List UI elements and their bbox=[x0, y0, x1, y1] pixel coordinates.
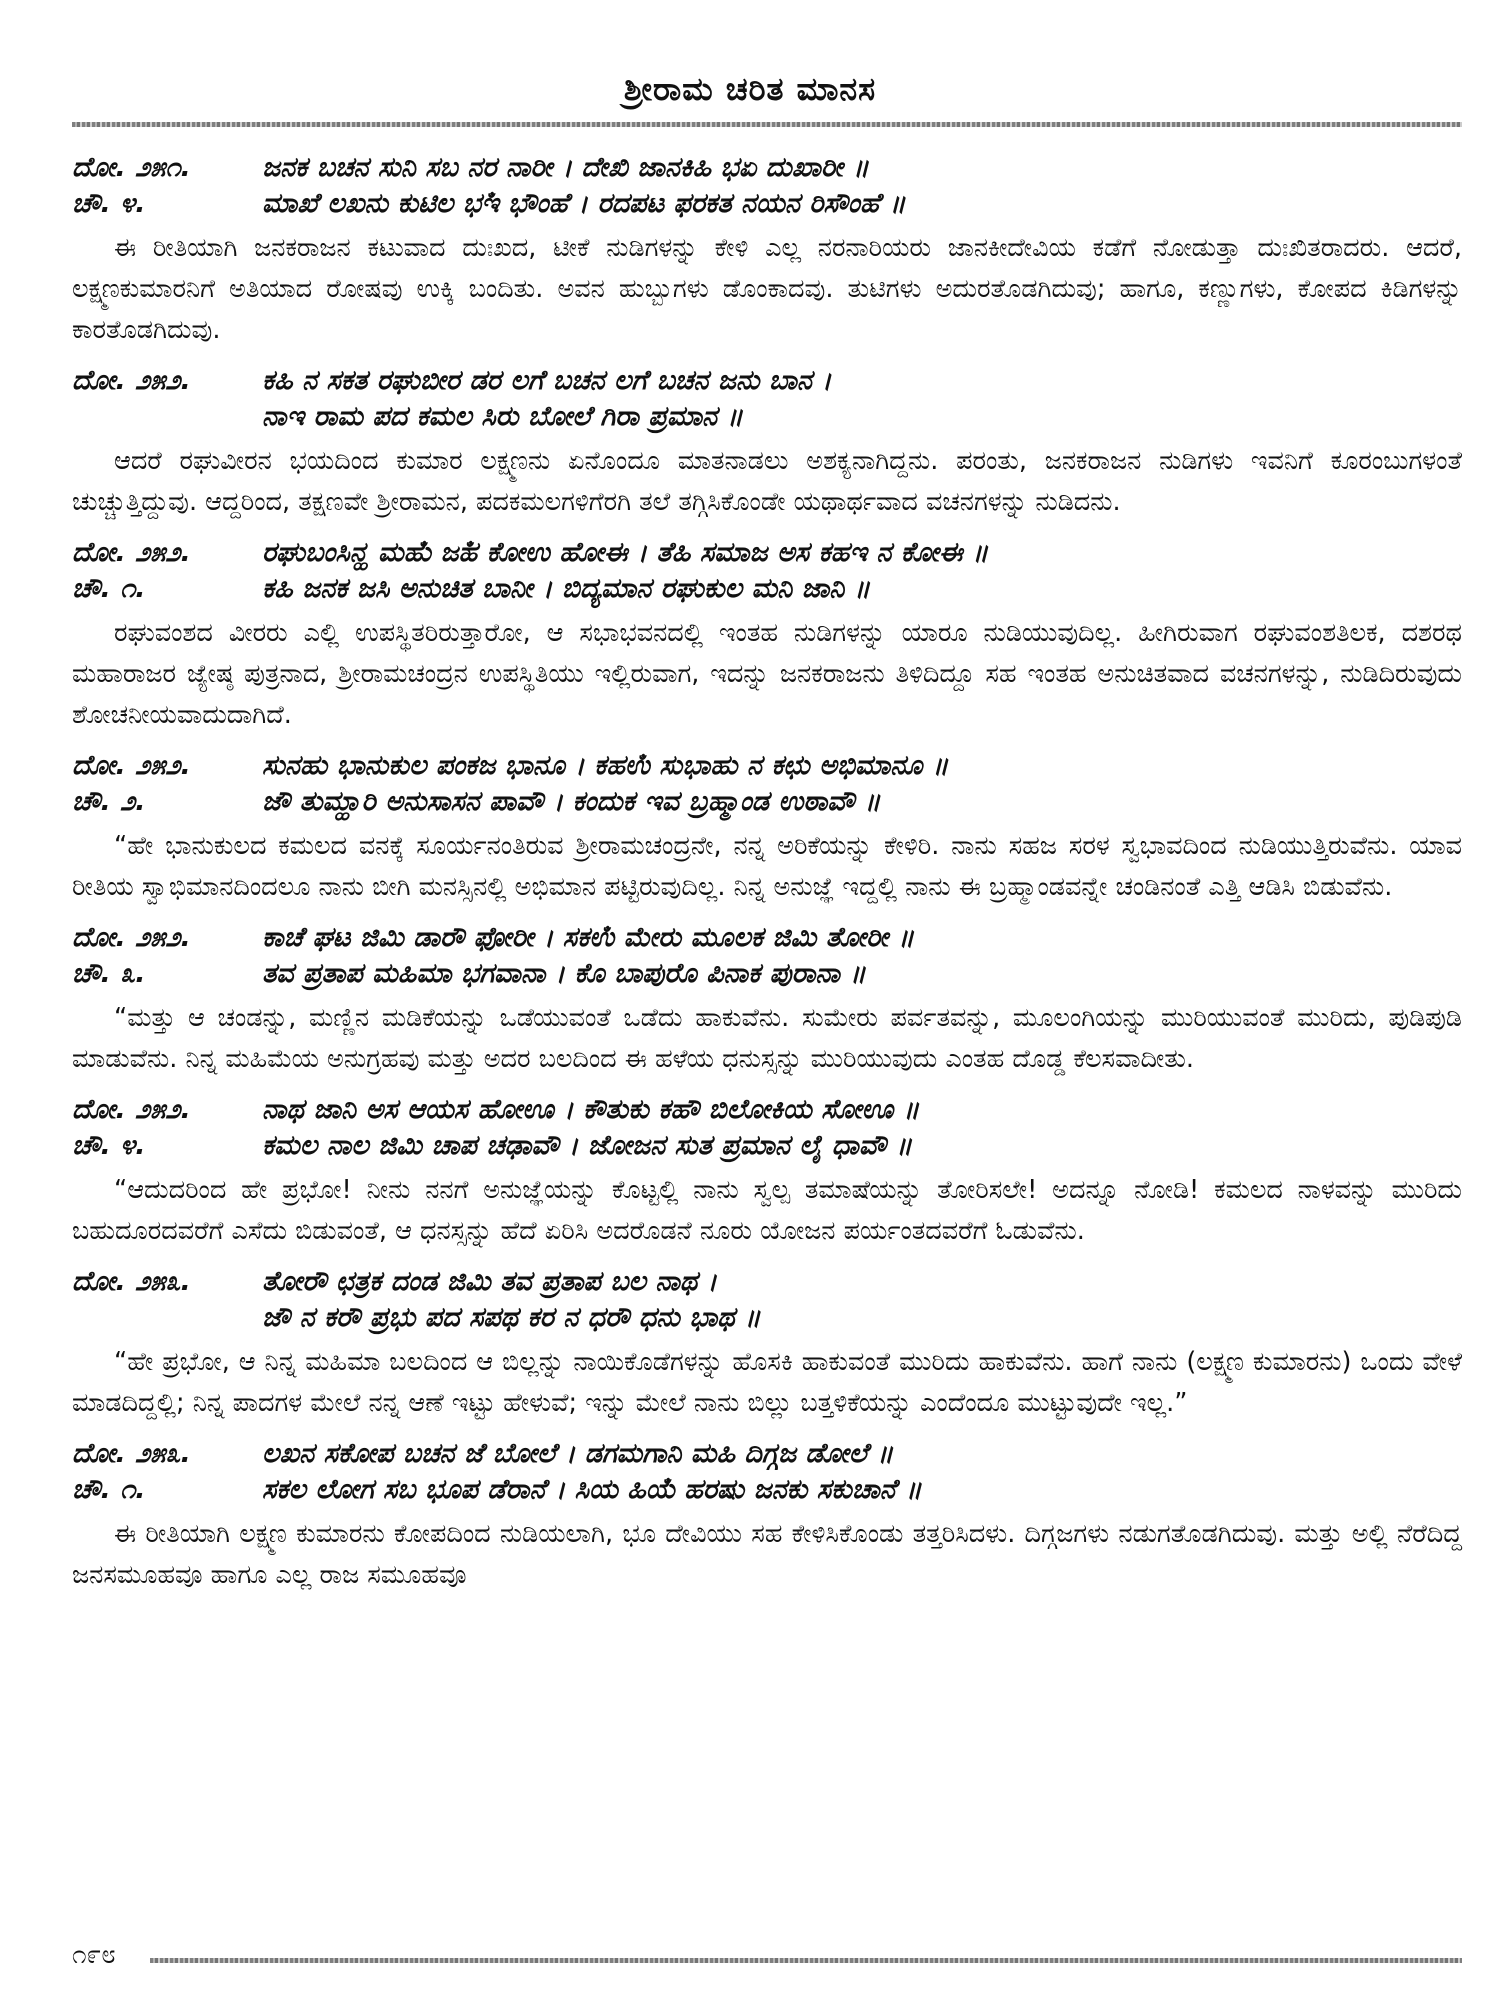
verse-text: ನಾಥ ಜಾನಿ ಅಸ ಆಯಸ ಹೋಊ । ಕೌತುಕು ಕಹೌ ಬಿಲೋಕಿಯ ಸೋಊ ॥ bbox=[262, 1094, 920, 1125]
verse-block bbox=[72, 1436, 1462, 1596]
verse-number: ಚೌ. ೧. bbox=[72, 573, 146, 604]
commentary-paragraph: ಆದರೆ ರಘುವೀರನ ಭಯದಿಂದ ಕುಮಾರ ಲಕ್ಷ್ಮಣನು ಏನೊಂದೂ ಮಾತನಾಡಲು ಅಶಕ್ಯನಾಗಿದ್ದನು. ಪರಂತು, ಜನಕರಾಜನ ನುಡಿಗಳು ಇವನಿಗೆ ಕೂರಂಬುಗಳಂತೆ ಚುಚ್ಚುತ್ತಿದ್ದುವು. ಆದ್ದರಿಂದ, ತಕ್ಷಣವೇ ಶ್ರೀರಾಮನ, ಪದಕಮಲಗಳಿಗೆರಗಿ ತಲೆ ತಗ್ಗಿಸಿಕೊಂಡೇ ಯಥಾರ್ಥವಾದ ವಚನಗಳನ್ನು ನುಡಿದನು. bbox=[72, 446, 1462, 517]
verse-block bbox=[72, 1264, 1462, 1424]
verse-line bbox=[72, 1264, 1462, 1300]
verse-group bbox=[72, 150, 1462, 222]
page-number: ೧೯೮ bbox=[72, 1940, 116, 1970]
verse-line bbox=[72, 748, 1462, 784]
verse-number: ಚೌ. ೪. bbox=[72, 188, 146, 219]
verse-line bbox=[72, 1128, 1462, 1164]
page-title: ಶ್ರೀರಾಮ ಚರಿತ ಮಾನಸ bbox=[623, 70, 877, 108]
verse-text: ಕಾಚೆ ಘಟ ಜಿಮಿ ಡಾರೌ ಫೋರೀ । ಸಕಉಁ ಮೇರು ಮೂಲಕ ಜಿಮಿ ತೋರೀ ॥ bbox=[262, 922, 915, 953]
verse-number: ದೋ. ೨೫೨. bbox=[72, 1094, 191, 1125]
verse-text: ಲಖನ ಸಕೋಪ ಬಚನ ಜೆ ಬೋಲೆ । ಡಗಮಗಾನಿ ಮಹಿ ದಿಗ್ಗಜ ಡೋಲೆ ॥ bbox=[262, 1438, 894, 1469]
page-body bbox=[72, 150, 1462, 1608]
verse-text: ತವ ಪ್ರತಾಪ ಮಹಿಮಾ ಭಗವಾನಾ । ಕೊ ಬಾಪುರೊ ಪಿನಾಕ ಪುರಾನಾ ॥ bbox=[262, 958, 866, 989]
verse-number: ದೋ. ೨೫೨. bbox=[72, 365, 191, 396]
verse-text: ಕಮಲ ನಾಲ ಜಿಮಿ ಚಾಪ ಚಢಾವೌ । ಜೋಜನ ಸುತ ಪ್ರಮಾನ ಲೈ ಧಾವೌ ॥ bbox=[262, 1130, 913, 1161]
verse-text: ಜೌ ನ ಕರೌ ಪ್ರಭು ಪದ ಸಪಥ ಕರ ನ ಧರೌ ಧನು ಭಾಥ ॥ bbox=[262, 1302, 761, 1333]
verse-line bbox=[72, 1092, 1462, 1128]
verse-group bbox=[72, 1264, 1462, 1336]
verse-text: ಸಕಲ ಲೋಗ ಸಬ ಭೂಪ ಡೆರಾನೆ । ಸಿಯ ಹಿಯಁ ಹರಷು ಜನಕು ಸಕುಚಾನೆ ॥ bbox=[262, 1474, 922, 1505]
verse-text: ಸುನಹು ಭಾನುಕುಲ ಪಂಕಜ ಭಾನೂ । ಕಹಉಁ ಸುಭಾಹು ನ ಕಛು ಅಭಿಮಾನೂ ॥ bbox=[262, 750, 949, 781]
verse-line bbox=[72, 956, 1462, 992]
verse-number bbox=[72, 399, 262, 435]
verse-line bbox=[72, 363, 1462, 399]
verse-text: ಕಹಿ ಜನಕ ಜಸಿ ಅನುಚಿತ ಬಾನೀ । ಬಿದ್ಯಮಾನ ರಘುಕುಲ ಮನಿ ಜಾನಿ ॥ bbox=[262, 573, 871, 604]
verse-group bbox=[72, 363, 1462, 435]
verse-block bbox=[72, 535, 1462, 736]
commentary-paragraph: ಈ ರೀತಿಯಾಗಿ ಲಕ್ಷ್ಮಣ ಕುಮಾರನು ಕೋಪದಿಂದ ನುಡಿಯಲಾಗಿ, ಭೂ ದೇವಿಯು ಸಹ ಕೇಳಿಸಿಕೊಂಡು ತತ್ತರಿಸಿದಳು. ದಿಗ್ಗಜಗಳು ನಡುಗತೊಡಗಿದುವು. ಮತ್ತು ಅಲ್ಲಿ ನೆರೆದಿದ್ದ ಜನಸಮೂಹವೂ ಹಾಗೂ ಎಲ್ಲ ರಾಜ ಸಮೂಹವೂ bbox=[72, 1519, 1462, 1590]
verse-number bbox=[72, 1300, 262, 1336]
verse-number: ದೋ. ೨೫೨. bbox=[72, 750, 191, 781]
commentary-paragraph: “ಆದುದರಿಂದ ಹೇ ಪ್ರಭೋ! ನೀನು ನನಗೆ ಅನುಜ್ಞೆಯನ್ನು ಕೊಟ್ಟಲ್ಲಿ ನಾನು ಸ್ವಲ್ಪ ತಮಾಷೆಯನ್ನು ತೋರಿಸಲೇ! ಅದನ್ನೂ ನೋಡಿ! ಕಮಲದ ನಾಳವನ್ನು ಮುರಿದು ಬಹುದೂರದವರೆಗೆ ಎಸೆದು ಬಿಡುವಂತೆ, ಆ ಧನಸ್ಸನ್ನು ಹೆದೆ ಏರಿಸಿ ಅದರೊಡನೆ ನೂರು ಯೋಜನ ಪರ್ಯಂತದವರೆಗೆ ಓಡುವೆನು. bbox=[72, 1175, 1462, 1246]
verse-text: ಜನಕ ಬಚನ ಸುನಿ ಸಬ ನರ ನಾರೀ । ದೇಖಿ ಜಾನಕಿಹಿ ಭಏ ದುಖಾರೀ ॥ bbox=[262, 152, 869, 183]
commentary-paragraph: ರಘುವಂಶದ ವೀರರು ಎಲ್ಲಿ ಉಪಸ್ಥಿತರಿರುತ್ತಾರೋ, ಆ ಸಭಾಭವನದಲ್ಲಿ ಇಂತಹ ನುಡಿಗಳನ್ನು ಯಾರೂ ನುಡಿಯುವುದಿಲ್ಲ. ಹೀಗಿರುವಾಗ ರಘುವಂಶತಿಲಕ, ದಶರಥ ಮಹಾರಾಜರ ಜ್ಯೇಷ್ಠ ಪುತ್ರನಾದ, ಶ್ರೀರಾಮಚಂದ್ರನ ಉಪಸ್ಥಿತಿಯು ಇಲ್ಲಿರುವಾಗ, ಇದನ್ನು ಜನಕರಾಜನು ತಿಳಿದಿದ್ದೂ ಸಹ ಇಂತಹ ಅನುಚಿತವಾದ ವಚನಗಳನ್ನು, ನುಡಿದಿರುವುದು ಶೋಚನೀಯವಾದುದಾಗಿದೆ. bbox=[72, 618, 1462, 730]
verse-number: ದೋ. ೨೫೩. bbox=[72, 1438, 191, 1469]
verse-number: ಚೌ. ೪. bbox=[72, 1130, 146, 1161]
verse-number: ದೋ. ೨೫೨. bbox=[72, 922, 191, 953]
verse-text: ಕಹಿ ನ ಸಕತ ರಘುಬೀರ ಡರ ಲಗೆ ಬಚನ ಲಗೆ ಬಚನ ಜನು ಬಾನ । bbox=[262, 365, 832, 396]
verse-line bbox=[72, 1436, 1462, 1472]
verse-line bbox=[72, 784, 1462, 820]
verse-line bbox=[72, 150, 1462, 186]
verse-number: ದೋ. ೨೫೩. bbox=[72, 1266, 191, 1297]
commentary-paragraph: “ಹೇ ಭಾನುಕುಲದ ಕಮಲದ ವನಕ್ಕೆ ಸೂರ್ಯನಂತಿರುವ ಶ್ರೀರಾಮಚಂದ್ರನೇ, ನನ್ನ ಅರಿಕೆಯನ್ನು ಕೇಳಿರಿ. ನಾನು ಸಹಜ ಸರಳ ಸ್ವಭಾವದಿಂದ ನುಡಿಯುತ್ತಿರುವೆನು. ಯಾವ ರೀತಿಯ ಸ್ವಾಭಿಮಾನದಿಂದಲೂ ನಾನು ಬೀಗಿ ಮನಸ್ಸಿನಲ್ಲಿ ಅಭಿಮಾನ ಪಟ್ಟಿರುವುದಿಲ್ಲ. ನಿನ್ನ ಅನುಜ್ಞೆ ಇದ್ದಲ್ಲಿ ನಾನು ಈ ಬ್ರಹ್ಮಾಂಡವನ್ನೇ ಚಂಡಿನಂತೆ ಎತ್ತಿ ಆಡಿಸಿ ಬಿಡುವೆನು. bbox=[72, 831, 1462, 902]
verse-text: ನಾಇ ರಾಮ ಪದ ಕಮಲ ಸಿರು ಬೋಲೆ ಗಿರಾ ಪ್ರಮಾನ ॥ bbox=[262, 401, 743, 432]
verse-text: ತೋರೌ ಛತ್ರಕ ದಂಡ ಜಿಮಿ ತವ ಪ್ರತಾಪ ಬಲ ನಾಥ । bbox=[262, 1266, 718, 1297]
verse-number: ದೋ. ೨೫೨. bbox=[72, 537, 191, 568]
verse-group bbox=[72, 1436, 1462, 1508]
verse-line bbox=[72, 1300, 1462, 1336]
verse-number: ದೋ. ೨೫೧. bbox=[72, 152, 191, 183]
verse-number: ಚೌ. ೨. bbox=[72, 786, 146, 817]
verse-block bbox=[72, 748, 1462, 908]
verse-text: ಮಾಖೆ ಲಖನು ಕುಟಿಲ ಭಇಁ ಭೌಂಹೆ । ರದಪಟ ಫರಕತ ನಯನ ರಿಸೌಂಹೆ ॥ bbox=[262, 188, 906, 219]
verse-group bbox=[72, 1092, 1462, 1164]
verse-group bbox=[72, 535, 1462, 607]
verse-line bbox=[72, 920, 1462, 956]
verse-line bbox=[72, 186, 1462, 222]
footer-rule bbox=[150, 1958, 1462, 1963]
commentary-paragraph: “ಮತ್ತು ಆ ಚಂಡನ್ನು, ಮಣ್ಣಿನ ಮಡಿಕೆಯನ್ನು ಒಡೆಯುವಂತೆ ಒಡೆದು ಹಾಕುವೆನು. ಸುಮೇರು ಪರ್ವತವನ್ನು, ಮೂಲಂಗಿಯನ್ನು ಮುರಿಯುವಂತೆ ಮುರಿದು, ಪುಡಿಪುಡಿ ಮಾಡುವೆನು. ನಿನ್ನ ಮಹಿಮೆಯ ಅನುಗ್ರಹವು ಮತ್ತು ಅದರ ಬಲದಿಂದ ಈ ಹಳೆಯ ಧನುಸ್ಸನ್ನು ಮುರಿಯುವುದು ಎಂತಹ ದೊಡ್ಡ ಕೆಲಸವಾದೀತು. bbox=[72, 1003, 1462, 1074]
verse-text: ರಘುಬಂಸಿನ್ಹ ಮಹುಁ ಜಹಁ ಕೋಉ ಹೋಈ । ತೆಹಿ ಸಮಾಜ ಅಸ ಕಹಇ ನ ಕೋಈ ॥ bbox=[262, 537, 989, 568]
verse-line bbox=[72, 399, 1462, 435]
header-rule bbox=[72, 122, 1462, 127]
verse-block bbox=[72, 1092, 1462, 1252]
verse-block bbox=[72, 920, 1462, 1080]
verse-number: ಚೌ. ೧. bbox=[72, 1474, 146, 1505]
verse-number: ಚೌ. ೩. bbox=[72, 958, 146, 989]
verse-text: ಜೌ ತುಮ್ಹಾರಿ ಅನುಸಾಸನ ಪಾವೌ । ಕಂದುಕ ಇವ ಬ್ರಹ್ಮಾಂಡ ಉಠಾವೌ ॥ bbox=[262, 786, 881, 817]
verse-line bbox=[72, 535, 1462, 571]
verse-line bbox=[72, 1472, 1462, 1508]
verse-group bbox=[72, 748, 1462, 820]
verse-block bbox=[72, 363, 1462, 523]
verse-line bbox=[72, 571, 1462, 607]
verse-group bbox=[72, 920, 1462, 992]
commentary-paragraph: ಈ ರೀತಿಯಾಗಿ ಜನಕರಾಜನ ಕಟುವಾದ ದುಃಖದ, ಟೀಕೆ ನುಡಿಗಳನ್ನು ಕೇಳಿ ಎಲ್ಲ ನರನಾರಿಯರು ಜಾನಕೀದೇವಿಯ ಕಡೆಗೆ ನೋಡುತ್ತಾ ದುಃಖಿತರಾದರು. ಆದರೆ, ಲಕ್ಷ್ಮಣಕುಮಾರನಿಗೆ ಅತಿಯಾದ ರೋಷವು ಉಕ್ಕಿ ಬಂದಿತು. ಅವನ ಹುಬ್ಬುಗಳು ಡೊಂಕಾದವು. ತುಟಿಗಳು ಅದುರತೊಡಗಿದುವು; ಹಾಗೂ, ಕಣ್ಣುಗಳು, ಕೋಪದ ಕಿಡಿಗಳನ್ನು ಕಾರತೊಡಗಿದುವು. bbox=[72, 233, 1462, 345]
commentary-paragraph: “ಹೇ ಪ್ರಭೋ, ಆ ನಿನ್ನ ಮಹಿಮಾ ಬಲದಿಂದ ಆ ಬಿಲ್ಲನ್ನು ನಾಯಿಕೊಡೆಗಳನ್ನು ಹೊಸಕಿ ಹಾಕುವಂತೆ ಮುರಿದು ಹಾಕುವೆನು. ಹಾಗೆ ನಾನು (ಲಕ್ಷ್ಮಣ ಕುಮಾರನು) ಒಂದು ವೇಳೆ ಮಾಡದಿದ್ದಲ್ಲಿ; ನಿನ್ನ ಪಾದಗಳ ಮೇಲೆ ನನ್ನ ಆಣೆ ಇಟ್ಟು ಹೇಳುವೆ; ಇನ್ನು ಮೇಲೆ ನಾನು ಬಿಲ್ಲು ಬತ್ತಳಿಕೆಯನ್ನು ಎಂದೆಂದೂ ಮುಟ್ಟುವುದೇ ಇಲ್ಲ.” bbox=[72, 1347, 1462, 1418]
verse-block bbox=[72, 150, 1462, 351]
